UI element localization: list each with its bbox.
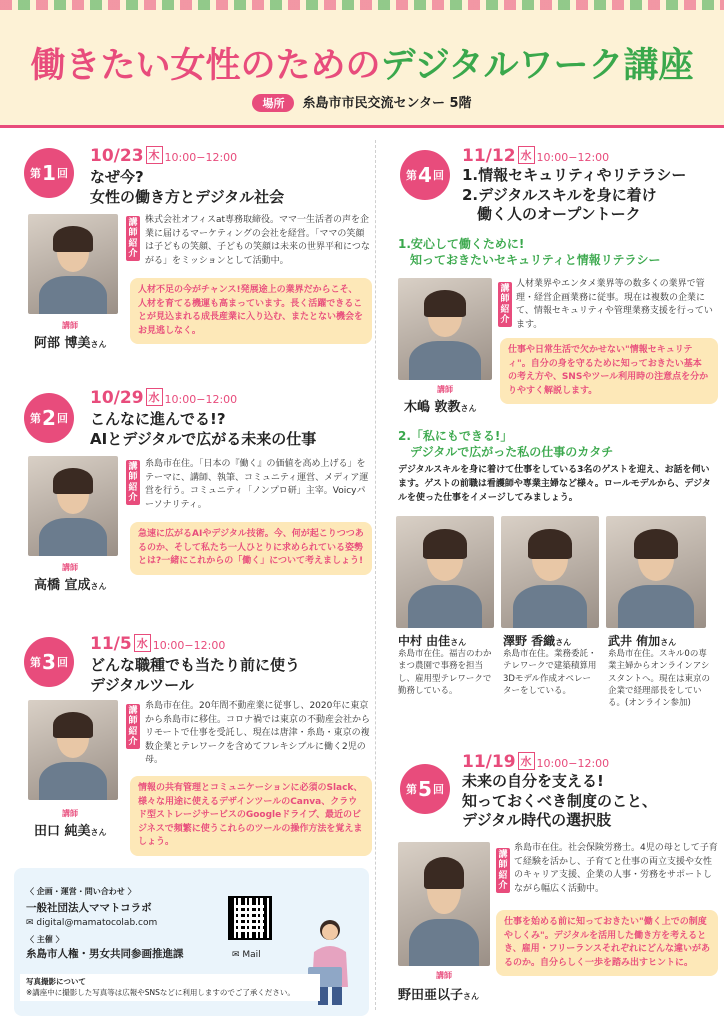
guest-name-2: 澤野 香織さん xyxy=(503,634,572,648)
lecturer-name-3: 田口 純美さん xyxy=(34,824,107,839)
lecturer-name-4: 木嶋 敦教さん xyxy=(404,400,477,415)
lecturer-photo-4 xyxy=(398,278,492,380)
header-banner xyxy=(0,0,724,128)
mail-icon: ✉ xyxy=(232,950,243,960)
role-tag-4: 講師紹介 xyxy=(498,282,512,327)
guest-name-3: 武井 侑加さん xyxy=(608,634,677,648)
lecturer-label-3: 講師 xyxy=(62,809,78,818)
guest-desc-1: 糸島市在住。福吉のわかまつ農園で事務を担当し、雇用型テレワークで勤務している。 xyxy=(398,649,492,696)
session-note-1: 人材不足の今がチャンス!発展途上の業界だからこそ、人材を育てる機運も高まっています。長く活躍できることが見込まれる成長産業に入り込む、またとない機会をお見逃しなく。 xyxy=(130,278,372,344)
session-title-2: こんなに進んでる!? AIとデジタルで広がる未来の仕事 xyxy=(90,410,317,448)
session-note-3: 情報の共有管理とコミュニケーションに必須のSlack、様々な用途に使えるデザインツールのCanva、クラウド型ストレージサービスのGoogleドライブ、最近のビジネスで頻繁に使うこれらのツールの操作方法を覚えましょう。 xyxy=(130,776,372,856)
column-divider xyxy=(375,140,376,1010)
session-badge-4: 第 4 回 xyxy=(400,150,450,200)
lecturer-photo-3 xyxy=(28,700,118,800)
session-badge-1: 第 1 回 xyxy=(24,148,74,198)
photo-notice-title: 写真撮影について xyxy=(26,977,86,986)
session-date-2: 10/29 水 10:00−12:00 xyxy=(90,388,238,408)
guest-intro: デジタルスキルを身に着けて仕事をしている3名のゲストを迎え、お話を伺います。ゲストの前職は看護師や専業主婦など様々。ロールモデルから、デジタルを使った仕事をイメージしてみましょう。 xyxy=(398,465,711,503)
guest-photo-1 xyxy=(396,516,494,628)
role-tag-3: 講師紹介 xyxy=(126,704,140,749)
session-4-subheading-1: 1.安心して働くために! 知っておきたいセキュリティと情報リテラシー xyxy=(398,237,661,268)
session-date-4: 11/12 水 10:00−12:00 xyxy=(462,146,610,166)
decorative-stripe xyxy=(0,0,724,10)
host-name: 糸島市人権・男女共同参画推進課 xyxy=(26,948,184,960)
session-date-1: 10/23 木 10:00−12:00 xyxy=(90,146,238,166)
role-tag-2: 講師紹介 xyxy=(126,460,140,505)
lecturer-label-5: 講師 xyxy=(436,971,452,980)
lecturer-name-5: 野田亜以子さん xyxy=(398,988,480,1003)
session-4-subheading-2: 2.「私にもできる!」 デジタルで広がった私の仕事のカタチ xyxy=(398,429,614,460)
page-title: 働きたい女性のためのデジタルワーク講座 xyxy=(30,46,694,86)
lecturer-photo-2 xyxy=(28,456,118,556)
photo-notice-text: ※講座中に撮影した写真等は広報やSNSなどに利用しますのでご了承ください。 xyxy=(26,987,295,997)
venue-text: 糸島市市民交流センター 5階 xyxy=(302,96,472,111)
lecturer-name-1: 阿部 博美さん xyxy=(34,336,107,351)
session-badge-3: 第 3 回 xyxy=(24,637,74,687)
venue-line xyxy=(0,92,724,112)
lecturer-label-2: 講師 xyxy=(62,563,78,572)
role-tag-1: 講師紹介 xyxy=(126,216,140,261)
lecturer-label-4: 講師 xyxy=(437,385,453,394)
role-tag-5: 講師紹介 xyxy=(496,848,510,893)
photo-notice xyxy=(20,974,320,1001)
session-note-2: 急速に広がるAIやデジタル技術。今、何が起こりつつあるのか、そして私たち一人ひとりに求められている姿勢とは?一緒にこれからの「働く」について考えましょう! xyxy=(130,522,372,575)
guest-photo-3 xyxy=(606,516,706,628)
host-label: 〈 主催 〉 xyxy=(26,935,64,944)
lecturer-bio-1: 株式会社オフィスat専務取締役。ママ一生活者の声を企業に届けるマーケティングの会社を経営。「ママの笑顔は子どもの笑顔、子どもの笑顔は未来の世界平和につながる」をミッションとして活動中。 xyxy=(145,215,370,266)
venue-tag: 場所 xyxy=(252,94,294,112)
session-title-1: なぜ今? 女性の働き方とデジタル社会 xyxy=(90,168,285,206)
qr-mail-caption: ✉ Mail xyxy=(232,950,261,960)
session-title-5: 未来の自分を支える! 知っておくべき制度のこと、 デジタル時代の選択肢 xyxy=(462,772,658,829)
contact-email[interactable]: ✉ digital@mamatocolab.com xyxy=(26,918,158,928)
session-badge-5: 第 5 回 xyxy=(400,764,450,814)
mail-icon: ✉ xyxy=(26,918,37,928)
session-date-3: 11/5 水 10:00−12:00 xyxy=(90,634,226,654)
guest-desc-3: 糸島市在住。スキル0の専業主婦からオンラインアシスタントへ。現在は東京の企業で経理部長をしている。(オンライン参加) xyxy=(608,649,711,709)
session-title-4: 1.情報セキュリティやリテラシー 2.デジタルスキルを身に着け 働く人のオープントーク xyxy=(462,166,687,223)
session-title-3: どんな職種でも当たり前に使う デジタルツール xyxy=(90,656,301,694)
session-badge-2: 第 2 回 xyxy=(24,393,74,443)
lecturer-bio-3: 糸島市在住。20年間不動産業に従事し、2020年に東京から糸島市に移住。コロナ禍では東京の不動産会社からリモートで仕事を受託し、現在は唐津・糸島・東京の複数企業とテレワークを含めてフレキシブルに働く2児の母。 xyxy=(145,701,371,765)
guest-desc-2: 糸島市在住。業務委託・テレワークで建築積算用3Dモデル作成オペレーターをしている。 xyxy=(503,649,597,696)
guest-photo-2 xyxy=(501,516,599,628)
session-date-5: 11/19 水 10:00−12:00 xyxy=(462,752,610,772)
lecturer-photo-5 xyxy=(398,842,490,966)
session-note-4: 仕事や日常生活で欠かせない"情報セキュリティ"。自分の身を守るために知っておきたい基本の考え方や、SNSやツール利用時の注意点を分かりやすく解説します。 xyxy=(500,338,718,404)
lecturer-bio-4: 人材業界やエンタメ業界等の数多くの業界で管理・経営企画業務に従事。現在は複数の企業にて、情報セキュリティや管理業務支援を行っています。 xyxy=(516,279,713,330)
lecturer-name-2: 高橋 宣成さん xyxy=(34,578,107,593)
lecturer-bio-5: 糸島市在住。社会保険労務士。4児の母として子育て経験を活かし、子育てと仕事の両立支援や女性のキャリア支援、企業の人事・労務をサポートしながら幅広く活動中。 xyxy=(514,843,718,894)
lecturer-bio-2: 糸島市在住。「日本の『働く』の価値を高め上げる」をテーマに、講師、執筆、コミュニティ運営、メディア運営を行う。コミュニティ「ノンプロ研」主宰。Voicyパーソナリティ。 xyxy=(145,459,369,510)
guest-name-1: 中村 由佳さん xyxy=(398,634,467,648)
lecturer-photo-1 xyxy=(28,214,118,314)
organizer-name: 一般社団法人ママトコラボ xyxy=(26,902,152,914)
lecturer-label-1: 講師 xyxy=(62,321,78,330)
contact-label: 〈 企画・運営・問い合わせ 〉 xyxy=(26,887,136,896)
qr-code[interactable] xyxy=(228,896,272,940)
session-note-5: 仕事を始める前に知っておきたい"働く上での制度やしくみ"。デジタルを活用した働き方を考えるとき、雇用・フリーランスそれぞれにどんな違いがあるのか。自分らしく一歩を踏み出すヒントに。 xyxy=(496,910,718,976)
